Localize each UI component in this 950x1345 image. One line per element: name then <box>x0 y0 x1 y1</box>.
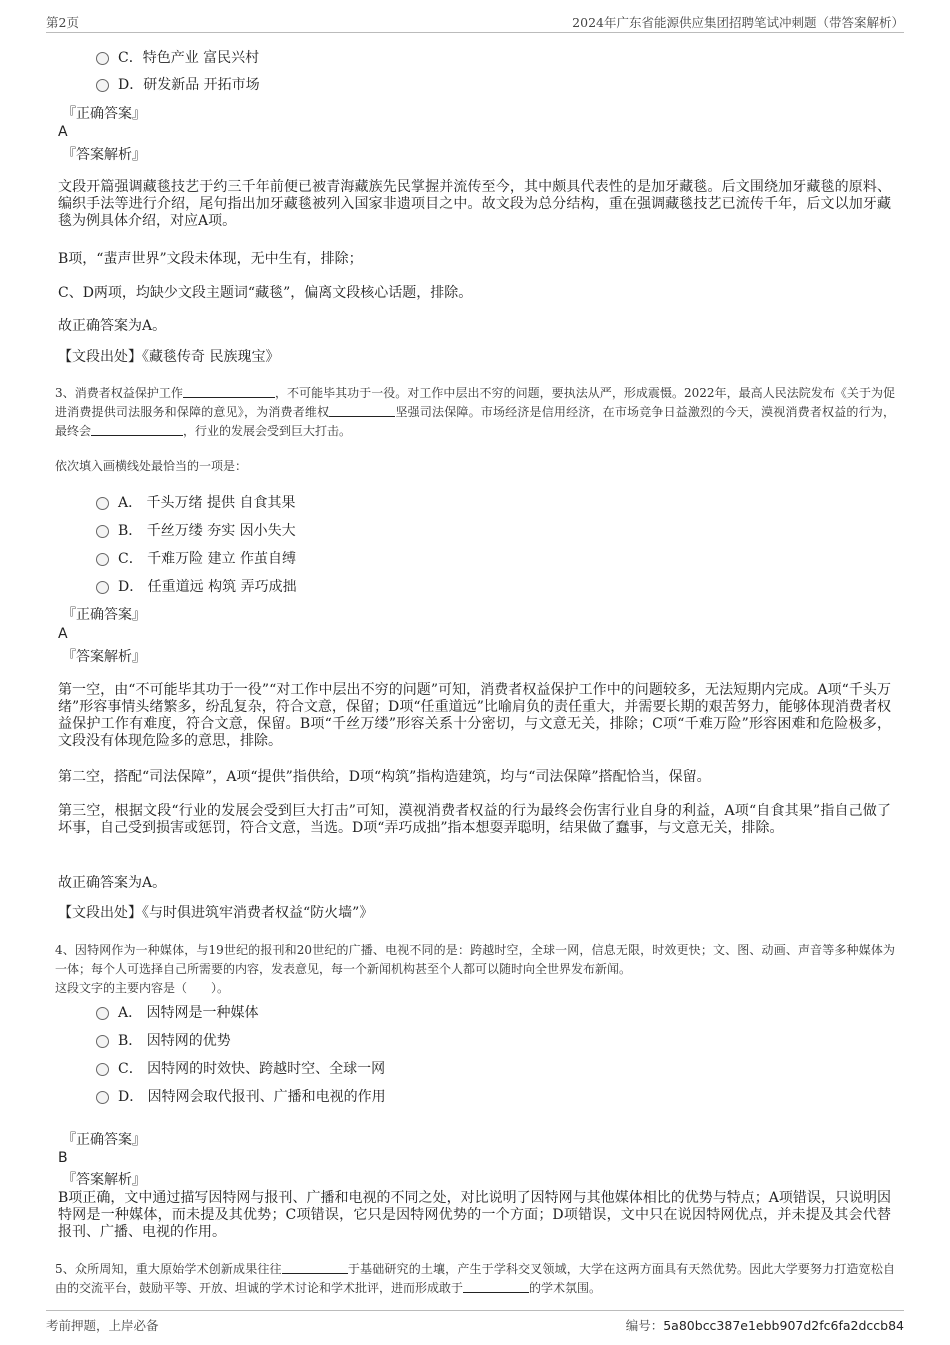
option-d[interactable]: D． 因特网会取代报刊、广播和电视的作用 <box>96 1087 386 1107</box>
analysis-label: 『答案解析』 <box>62 147 146 163</box>
radio-icon[interactable] <box>96 1007 109 1020</box>
radio-icon[interactable] <box>96 79 109 92</box>
option-c[interactable]: C．特色产业 富民兴村 <box>96 48 259 68</box>
option-d[interactable]: D．研发新品 开拓市场 <box>96 75 260 95</box>
document-code: 编号：5a80bcc387e1ebb907d2fc6fa2dccb84 <box>625 1318 904 1333</box>
analysis-paragraph: 第二空，搭配“司法保障”，A项“提供”指供给，D项“构筑”指构造建筑，均与“司法保障”搭配恰当，保留。 <box>58 769 711 785</box>
question-4-stem: 4、因特网作为一种媒体，与19世纪的报刊和20世纪的广播、电视不同的是：跨越时空，全球一网，信息无限，时效更快；文、图、动画、声音等多种媒体为一体；每个人可选择自己所需要的内容，发表意见，每一个新闻机构甚至个人都可以随时向全世界发布新闻。 <box>55 943 895 976</box>
option-b[interactable]: B． 千丝万缕 夯实 因小失大 <box>96 521 296 541</box>
option-c[interactable]: C． 千难万险 建立 作茧自缚 <box>96 549 296 569</box>
fill-blank <box>91 423 183 436</box>
analysis-paragraph: B项，“蜚声世界”文段未体现，无中生有，排除； <box>58 251 363 267</box>
page-header <box>46 10 904 33</box>
answer-value: A <box>58 626 68 642</box>
question-5-stem: 5、众所周知，重大原始学术创新成果往往 于基础研究的土壤，产生于学科交叉领域，大学在这两方面具有天然优势。因此大学要努力打造宽松自由的交流平台，鼓励平等、开放、坦诚的学术讨论和学术批评，进而形成敢于 的学术氛围。 <box>55 1262 895 1295</box>
fill-blank <box>329 404 395 417</box>
option-b[interactable]: B． 因特网的优势 <box>96 1031 231 1051</box>
question-prompt: 这段文字的主要内容是（ ）。 <box>55 981 230 995</box>
answer-label: 『正确答案』 <box>62 1132 146 1148</box>
answer-label: 『正确答案』 <box>62 106 146 122</box>
analysis-paragraph: 文段开篇强调藏毯技艺于约三千年前便已被青海藏族先民掌握并流传至今，其中颇具代表性的是加牙藏毯。后文围绕加牙藏毯的原料、编织手法等进行介绍，尾句指出加牙藏毯被列入国家非遗项目之中。故文段为总分结构，重在强调藏毯技艺已流传千年，后文以加牙藏毯为例具体介绍，对应A项。 <box>58 179 891 229</box>
option-d[interactable]: D． 任重道远 构筑 弄巧成拙 <box>96 577 297 597</box>
analysis-paragraph: C、D两项，均缺少文段主题词“藏毯”，偏离文段核心话题，排除。 <box>58 285 473 301</box>
option-c[interactable]: C． 因特网的时效快、跨越时空、全球一网 <box>96 1059 385 1079</box>
radio-icon[interactable] <box>96 1035 109 1048</box>
analysis-paragraph: 故正确答案为A。 <box>58 875 167 891</box>
answer-value: A <box>58 124 68 140</box>
document-title: 2024年广东省能源供应集团招聘笔试冲刺题（带答案解析） <box>572 15 904 30</box>
option-a[interactable]: A． 因特网是一种媒体 <box>96 1003 259 1023</box>
fill-blank <box>282 1261 348 1274</box>
analysis-label: 『答案解析』 <box>62 1172 146 1188</box>
analysis-paragraph: 第一空，由“不可能毕其功于一役”“对工作中层出不穷的问题”可知，消费者权益保护工作中的问题较多，无法短期内完成。A项“千头万绪”形容事情头绪繁多，纷乱复杂，符合文意，保留；D项“任重道远”比喻肩负的责任重大，并需要长期的艰苦努力，能够体现消费者权益保护工作有难度，符合文意，保留。B项“千丝万缕”形容关系十分密切，与文意无关，排除；C项“千难万险”形容困难和危险极多，文段没有体现危险多的意思，排除。 <box>58 682 891 749</box>
page-footer <box>46 1310 904 1337</box>
analysis-paragraph: 第三空，根据文段“行业的发展会受到巨大打击”可知，漠视消费者权益的行为最终会伤害行业自身的利益，A项“自食其果”指自己做了坏事，自己受到损害或惩罚，符合文意，当选。D项“弄巧成拙”指本想耍弄聪明，结果做了蠢事，与文意无关，排除。 <box>58 803 891 836</box>
source-citation: 【文段出处】《藏毯传奇 民族瑰宝》 <box>58 349 280 365</box>
radio-icon[interactable] <box>96 1091 109 1104</box>
radio-icon[interactable] <box>96 52 109 65</box>
radio-icon[interactable] <box>96 581 109 594</box>
answer-label: 『正确答案』 <box>62 607 146 623</box>
question-3-stem: 3、消费者权益保护工作 ，不可能毕其功于一役。对工作中层出不穷的问题，要执法从严，形成震慑。2022年，最高人民法院发布《关于为促进消费提供司法服务和保障的意见》，为消费者维权 坚强司法保障。市场经济是信用经济，在市场竞争日益激烈的今天，漠视消费者权益的行为，最终会 ，行业的发展会受到巨大打击。 <box>55 386 895 438</box>
radio-icon[interactable] <box>96 497 109 510</box>
radio-icon[interactable] <box>96 525 109 538</box>
question-prompt: 依次填入画横线处最恰当的一项是： <box>55 459 248 473</box>
answer-value: B <box>58 1150 68 1166</box>
analysis-paragraph: B项正确，文中通过描写因特网与报刊、广播和电视的不同之处，对比说明了因特网与其他媒体相比的优势与特点；A项错误，只说明因特网是一种媒体，而未提及其优势；C项错误，它只是因特网优势的一个方面；D项错误，文中只在说因特网优点，并未提及其会代替报刊、广播、电视的作用。 <box>58 1190 891 1240</box>
fill-blank <box>463 1280 529 1293</box>
radio-icon[interactable] <box>96 553 109 566</box>
footer-slogan: 考前押题，上岸必备 <box>46 1318 159 1333</box>
fill-blank <box>183 385 275 398</box>
radio-icon[interactable] <box>96 1063 109 1076</box>
option-a[interactable]: A． 千头万绪 提供 自食其果 <box>96 493 295 513</box>
page-number: 第2页 <box>46 15 79 30</box>
source-citation: 【文段出处】《与时俱进筑牢消费者权益“防火墙”》 <box>58 905 374 921</box>
analysis-label: 『答案解析』 <box>62 649 146 665</box>
analysis-paragraph: 故正确答案为A。 <box>58 318 167 334</box>
